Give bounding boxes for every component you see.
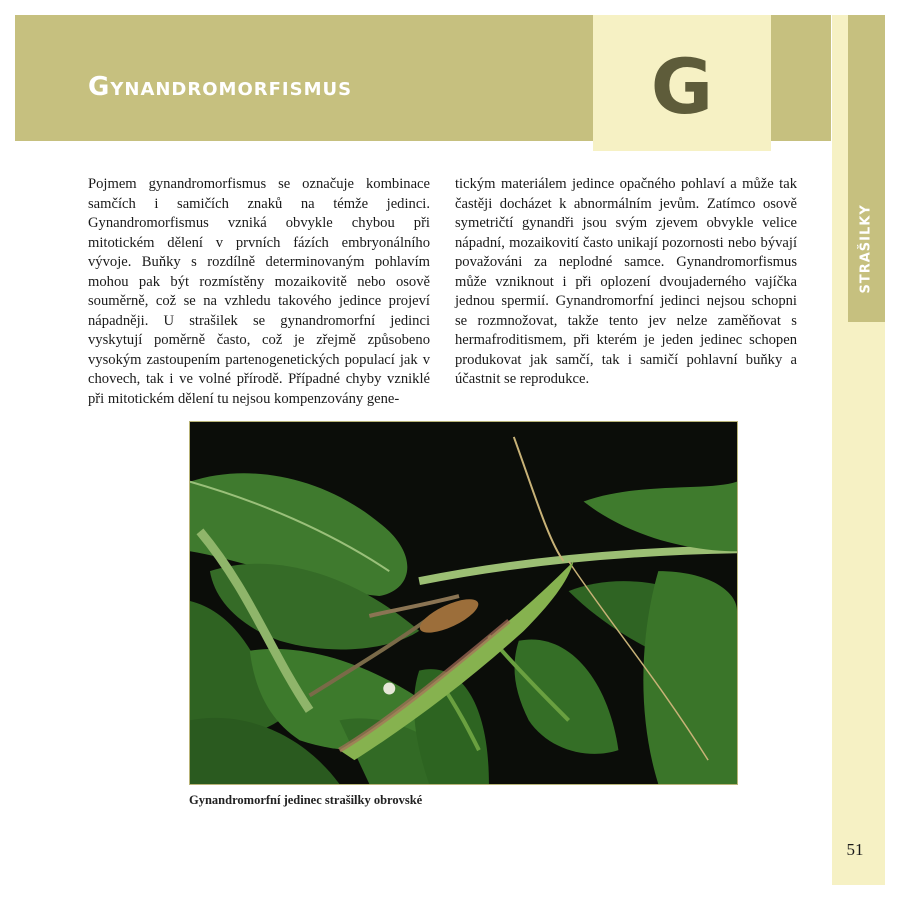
letter-box	[593, 15, 771, 151]
index-letter: G	[650, 42, 714, 131]
page-number: 51	[846, 840, 864, 859]
stick-insect-photo	[189, 421, 738, 785]
page-title: Gynandromorfismus	[88, 72, 353, 102]
side-tab-label: STRAŠILKY	[858, 204, 874, 294]
text-column-right: tickým materiálem jedince opačného pohlaví a může tak častěji docházet k abnormálním jevům. Zatímco osově symetričtí gynandři jsou svým zjevem obvykle velice nápadní, mozaikovití často unikají pozornosti nebo bývají považováni za neplodné samce. Gynandromorfismus může vzniknout i při oplození dvoujaderného vajíčka jednou spermií. Gynandromorfní jedinci nejsou schopni se rozmnožovat, takže tento jev nelze zaměňovat s hermafroditismem, při kterém je jeden jedinec schopen produkovat jak samčí, tak i samičí pohlavní buňky a účastnit se reprodukce.	[455, 176, 797, 387]
text-column-left: Pojmem gynandromorfismus se označuje kombinace samčích i samičích znaků na témže jedinci. Gynandromorfismus vzniká obvykle chybou při mitotickém dělení v prvních fázích embryonálního vývoje. Buňky s rozdílně determinovaným pohlavím mohou pak být rozmístěny mozaikovitě nebo osově souměrně, což se na vzhledu takového jedince projeví nápadněji. U strašilek se gynandromorfní jedinci vyskytují poměrně často, což je zřejmě způsobeno vysokým zastoupením partenogenetických populací jak v chovech, tak i ve volné přírodě. Případné chyby vzniklé při mitotickém dělení tu nejsou kompenzovány gene-	[88, 176, 430, 407]
photo-caption: Gynandromorfní jedinec strašilky obrovské	[189, 793, 423, 807]
